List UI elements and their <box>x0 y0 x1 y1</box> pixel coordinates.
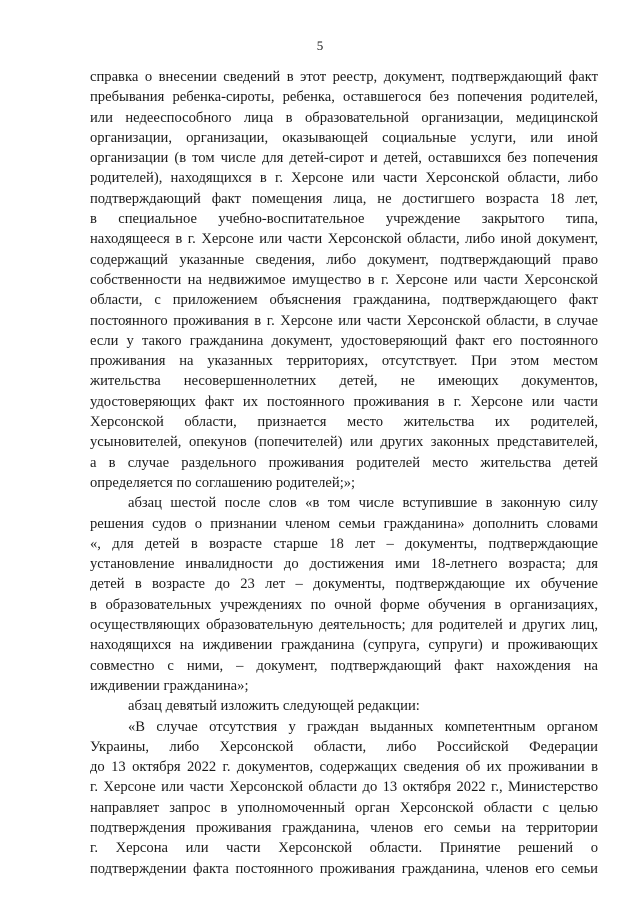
text-line: до 13 октября 2022 г. документов, содержащих сведения об их проживании в <box>90 759 598 776</box>
text-line: подтверждающий факт помещения лица, не достигшего возраста 18 лет, <box>90 190 598 207</box>
text-line: определяется по соглашению родителей;»; <box>90 474 356 491</box>
text-line: организации, организации, оказывающей социальные услуги, или иной <box>90 129 598 146</box>
text-line: совместно с ними, – документ, подтверждающий факт нахождения на <box>90 657 598 674</box>
text-line: установление инвалидности до достижения ими 18-летнего возраста; для <box>90 556 598 573</box>
text-line: осуществляющих образовательную деятельность; для родителей и других лиц, <box>90 617 598 634</box>
text-line: решения судов о признании членом семьи гражданина» дополнить словами <box>90 515 598 532</box>
text-line: области, с приложением объяснения гражданина, подтверждающего факт <box>90 292 598 309</box>
text-line: «В случае отсутствия у граждан выданных компетентным органом <box>128 718 598 735</box>
text-line: родителей), находящихся в г. Херсоне или части Херсонской области, либо <box>90 170 598 187</box>
text-line: а в случае раздельного проживания родителей место жительства детей <box>90 454 598 471</box>
text-line: детей в возрасте до 23 лет – документы, подтверждающие их обучение <box>90 576 598 593</box>
text-line: справка о внесении сведений в этот реестр, документ, подтверждающий факт <box>90 69 598 85</box>
text-line: проживания на указанных территориях, отсутствует. При этом местом <box>90 353 598 370</box>
text-line: Херсонской области, признается место жительства их родителей, <box>90 414 598 431</box>
text-line: иждивении гражданина»; <box>90 677 249 694</box>
text-line: г. Херсона или части Херсонской области. Принятие решений о <box>90 840 598 857</box>
page-number: 5 <box>316 38 324 53</box>
text-line: абзац девятый изложить следующей редакции: <box>128 698 420 715</box>
text-line: «, для детей в возрасте старше 18 лет – документы, подтверждающие <box>90 535 598 552</box>
text-line: подтверждении факта постоянного проживания гражданина, членов его семьи <box>90 860 598 877</box>
text-line: жительства несовершеннолетних детей, не имеющих документов, <box>90 373 598 390</box>
text-line: в специальное учебно-воспитательное учреждение закрытого типа, <box>90 211 598 228</box>
text-line: собственности на недвижимое имущество в г. Херсоне или части Херсонской <box>90 271 598 288</box>
text-line: Украины, либо Херсонской области, либо Российской Федерации <box>90 738 598 755</box>
text-line: постоянного проживания в г. Херсоне или части Херсонской области, в случае <box>90 312 598 329</box>
text-line: если у такого гражданина документ, удостоверяющий факт его постоянного <box>90 332 598 349</box>
document-body <box>90 67 598 879</box>
text-line: пребывания ребенка-сироты, ребенка, оставшегося без попечения родителей, <box>90 89 598 106</box>
text-line: или недееспособного лица в образовательной организации, медицинской <box>90 109 598 126</box>
text-line: подтверждения проживания гражданина, членов его семьи на территории <box>90 819 598 836</box>
text-line: абзац шестой после слов «в том числе вступившие в законную силу <box>128 495 598 512</box>
text-line: г. Херсоне или части Херсонской области до 13 октября 2022 г., Министерство <box>90 779 598 796</box>
text-line: удостоверяющих факт их постоянного проживания в г. Херсоне или части <box>90 393 598 410</box>
text-line: усыновителей, опекунов (попечителей) или других законных представителей, <box>90 434 598 451</box>
text-line: содержащий указанные сведения, либо документ, подтверждающий право <box>90 251 598 268</box>
text-line: в образовательных учреждениях по очной форме обучения в организациях, <box>90 596 598 613</box>
text-line: находящееся в г. Херсоне или части Херсонской области, либо иной документ, <box>90 231 598 248</box>
text-line: организации (в том числе для детей-сирот и детей, оставшихся без попечения <box>90 150 598 167</box>
text-line: находящихся на иждивении гражданина (супруга, супруги) и проживающих <box>90 637 598 654</box>
text-line: направляет запрос в уполномоченный орган Херсонской области с целью <box>90 799 598 816</box>
